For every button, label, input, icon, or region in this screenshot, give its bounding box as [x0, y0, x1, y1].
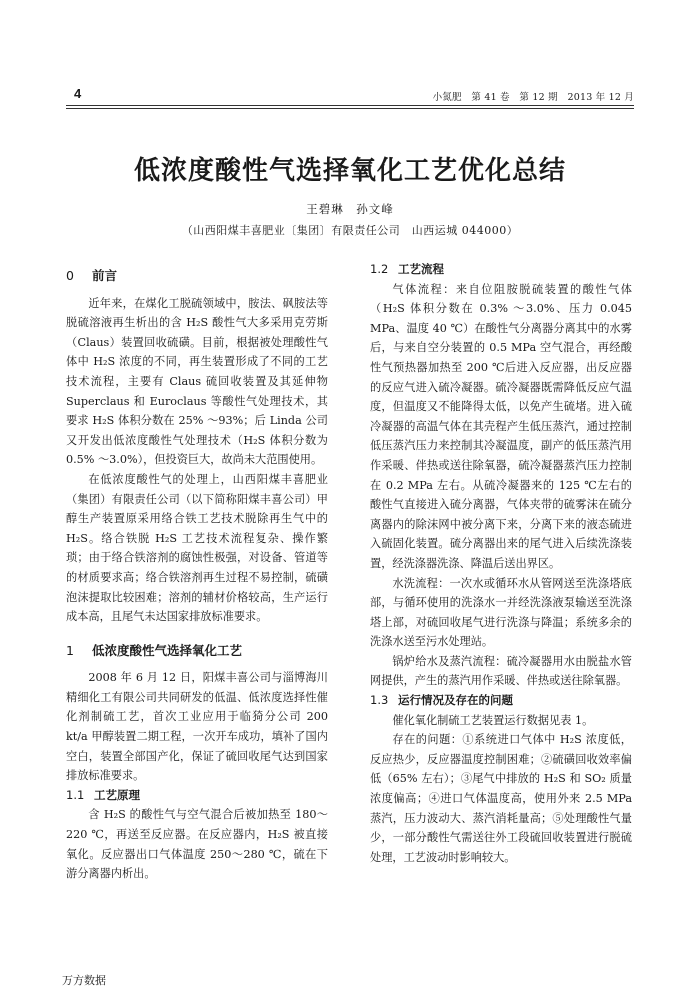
subsection-number: 1.1: [66, 787, 85, 802]
right-column: [370, 260, 632, 867]
section-heading-1: [66, 641, 328, 661]
subsection-number: 1.2: [370, 262, 389, 276]
footer-watermark: 万方数据: [62, 974, 106, 987]
page-number: 4: [74, 86, 82, 101]
left-column: [66, 260, 328, 884]
section-number: 1: [66, 642, 74, 658]
subsection-heading-1-2: [370, 260, 632, 280]
header-rule: [66, 105, 634, 109]
paragraph: 含 H₂S 的酸性气与空气混合后被加热至 180～220 ℃，再送至反应器。在反应器内，H₂S 被直接氧化。反应器出口气体温度 250～280 ℃，硫在下游分离器内析出。: [66, 808, 328, 881]
subsection-number: 1.3: [370, 693, 389, 708]
subsection-heading-1-3: [370, 691, 632, 711]
paragraph: 催化氧化制硫工艺装置运行数据见表 1。: [392, 713, 594, 727]
article-affiliation: （山西阳煤丰喜肥业〔集团〕有限责任公司 山西运城 044000）: [181, 224, 519, 237]
subsection-title: 工艺原理: [94, 787, 140, 802]
paragraph: 2008 年 6 月 12 日，阳煤丰喜公司与淄博海川精细化工有限公司共同研发的低温、低浓度选择性催化剂制硫工艺，首次工业应用于临猗分公司 200 kt/a 甲醇装置二期工程，一次开车成功，填补了国内空白，装置全部国产化，保证了硫回收尾气达到国家排放标准要求。: [66, 671, 328, 783]
subsection-title: 运行情况及存在的问题: [398, 693, 513, 708]
section-number: 0: [66, 268, 74, 283]
paragraph: 气体流程：来自位阻胺脱硫装置的酸性气体（H₂S 体积分数在 0.3% ～3.0%、压力 0.045 MPa、温度 40 ℃）在酸性气分离器分离其中的水雾后，与来自空分装置的 0.5 MPa 空气混合，再经酸性气预热器加热至 200 ℃后进入反应器，出反应器的反应气进入硫冷凝器。硫冷凝器既需降低反应气温度，但温度又不能降得太低，以免产生硫堵。进入硫冷凝器的高温气体在其壳程产生低压蒸汽，通过控制低压蒸汽压力来控制其冷凝温度，副产的低压蒸汽用作采暖、伴热或送往除氧器，硫冷凝器蒸汽压力控制在 0.2 MPa 左右。从硫冷凝器来的 125 ℃左右的酸性气直接进入硫分离器，气体夹带的硫雾沫在硫分离器内的除沫网中被分离下来，分离下来的液态硫进入硫固化装置。硫分离器出来的尾气进入后续洗涤装置，经洗涤器洗涤、降温后送出界区。: [370, 282, 632, 570]
paragraph: 在低浓度酸性气的处理上，山西阳煤丰喜肥业（集团）有限责任公司（以下简称阳煤丰喜公司）甲醇生产装置原采用络合铁工艺技术脱除再生气中的 H₂S。络合铁脱 H₂S 工艺技术流程复杂、操作繁琐；由于络合铁溶剂的腐蚀性极强，对设备、管道等的材质要求高；络合铁溶剂再生过程不易控制，硫磺泡沫提取比较困难；溶剂的辅材价格较高，生产运行成本高，且尾气未达国家排放标准要求。: [66, 472, 328, 624]
paragraph: 水洗流程：一次水或循环水从管网送至洗涤塔底部，与循环使用的洗涤水一并经洗涤液泵输送至洗涤塔上部，对硫回收尾气进行洗涤与降温；系统多余的洗涤水送至污水处理站。: [370, 576, 632, 649]
paragraph: 锅炉给水及蒸汽流程：硫冷凝器用水由脱盐水管网提供，产生的蒸汽用作采暖、伴热或送往除氧器。: [370, 654, 632, 688]
article-title: 低浓度酸性气选择氧化工艺优化总结: [133, 156, 566, 186]
paragraph: 存在的问题：①系统进口气体中 H₂S 浓度低，反应热少，反应器温度控制困难；②硫磺回收效率偏低（65% 左右）；③尾气中排放的 H₂S 和 SO₂ 质量浓度偏高；④进口气体温度高，使用外来 2.5 MPa蒸汽，压力波动大、蒸汽消耗量高；⑤处理酸性气量少，一部分酸性气需送往外工段硫回收装置进行脱硫处理，工艺波动时影响较大。: [370, 733, 632, 864]
paragraph: 近年来，在煤化工脱硫领域中，胺法、砜胺法等脱硫溶液再生析出的含 H₂S 酸性气大多采用克劳斯（Claus）装置回收硫磺。目前，根据被处理酸性气体中 H₂S 浓度的不同，再生装置形成了不同的工艺技术流程，主要有 Claus 硫回收装置及其延伸物 Superclaus 和 Euroclaus 等酸性气处理技术，其要求 H₂S 体积分数在 25% ～93%；后 Linda 公司又开发出低浓度酸性气处理技术（H₂S 体积分数为 0.5% ～3.0%），但投资巨大，故尚未大范围使用。: [66, 296, 328, 467]
section-heading-0: [66, 266, 328, 286]
section-title: 前言: [92, 268, 118, 283]
journal-header: 小氮肥 第 41 卷 第 12 期 2013 年 12 月: [432, 92, 634, 103]
subsection-title: 工艺流程: [398, 262, 444, 276]
section-title: 低浓度酸性气选择氧化工艺: [92, 642, 243, 658]
article-authors: 王碧琳 孙文峰: [306, 202, 394, 216]
subsection-heading-1-1: [66, 786, 328, 806]
